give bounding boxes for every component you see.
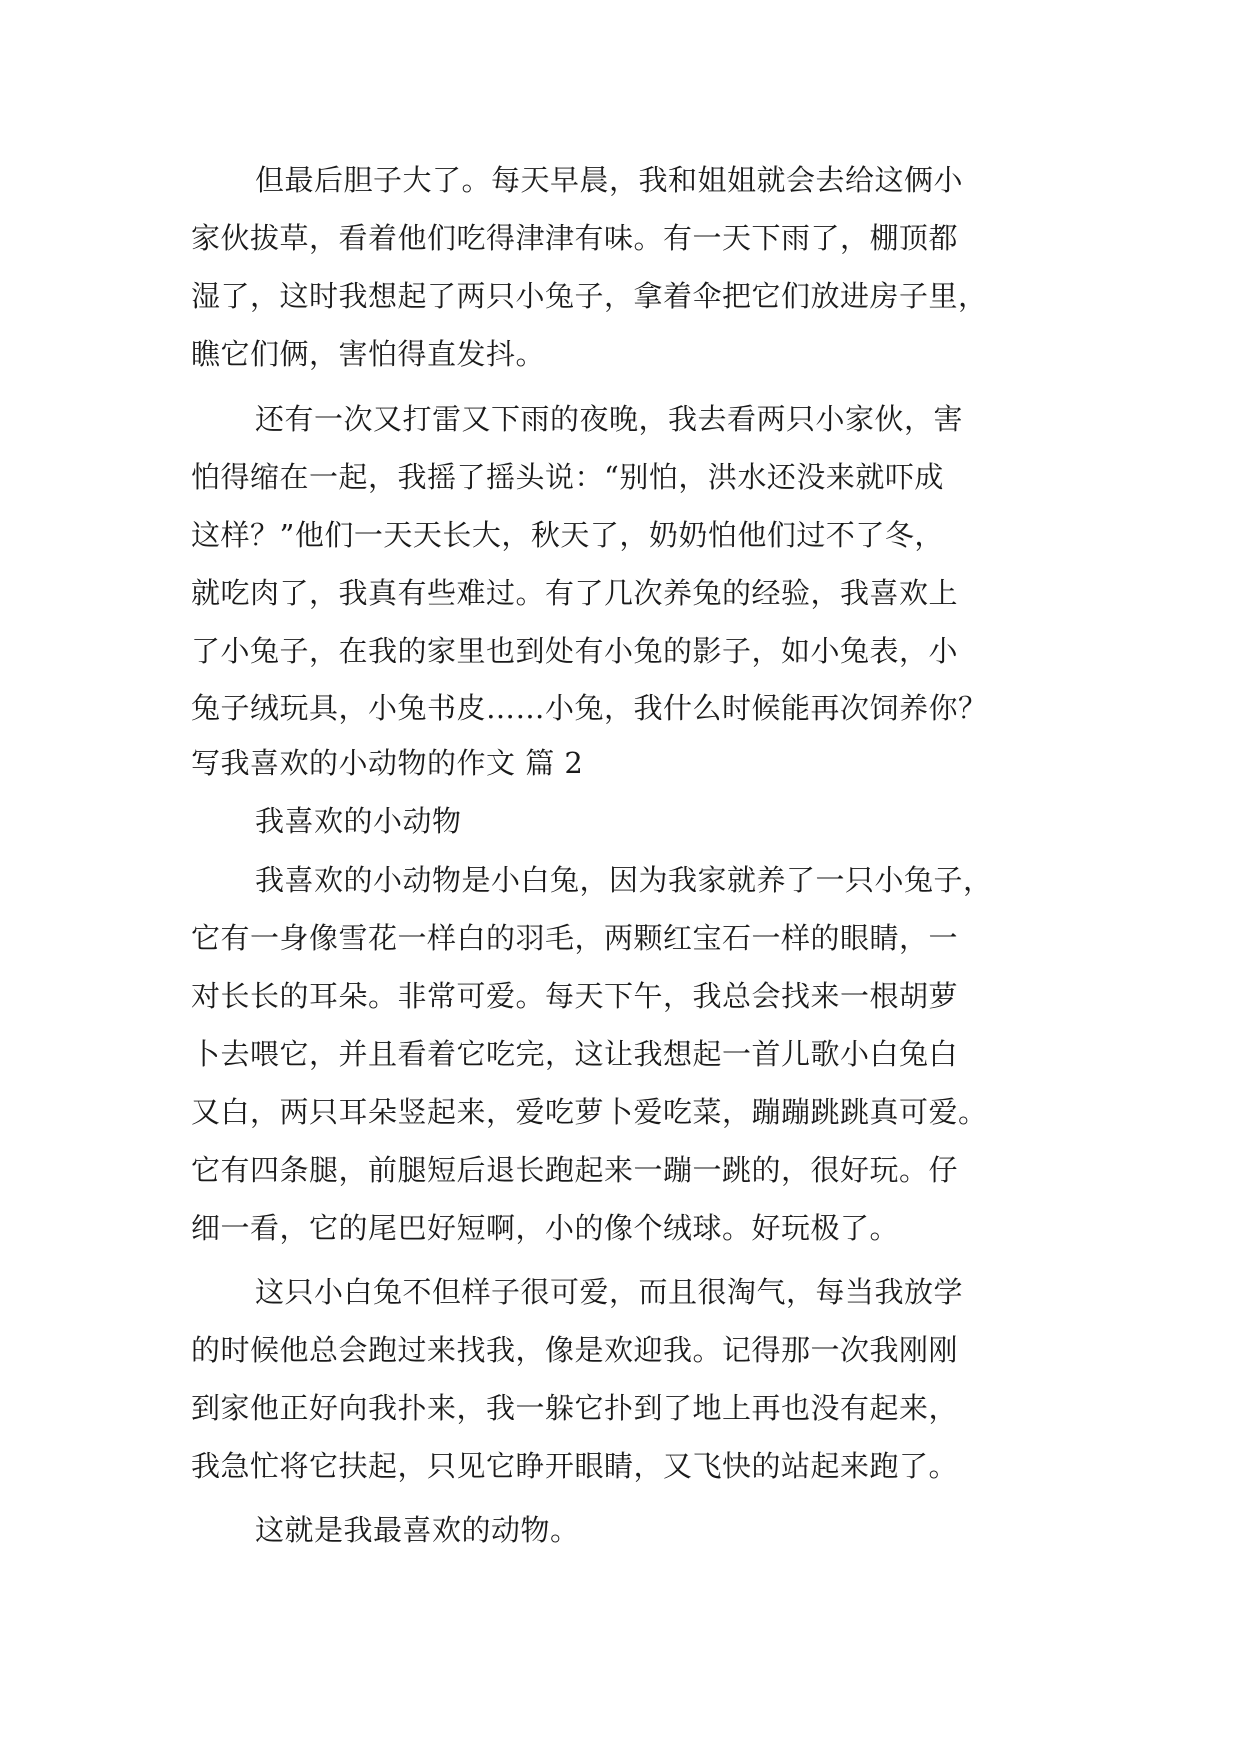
paragraph-line: 还有一次又打雷又下雨的夜晚，我去看两只小家伙，害: [255, 402, 964, 436]
section-heading: 写我喜欢的小动物的作文 篇 2: [191, 746, 584, 780]
paragraph-line: 它有一身像雪花一样白的羽毛，两颗红宝石一样的眼睛，一: [191, 921, 959, 955]
paragraph-line: 的时候他总会跑过来找我，像是欢迎我。记得那一次我刚刚: [191, 1333, 959, 1367]
paragraph-line: 但最后胆子大了。每天早晨，我和姐姐就会去给这俩小: [255, 163, 964, 197]
paragraph-line: 我急忙将它扶起，只见它睁开眼睛，又飞快的站起来跑了。: [191, 1449, 959, 1483]
paragraph-line: 了小兔子，在我的家里也到处有小兔的影子，如小兔表，小: [191, 634, 959, 668]
paragraph-line: 就吃肉了，我真有些难过。有了几次养兔的经验，我喜欢上: [191, 576, 959, 610]
paragraph-line: 怕得缩在一起，我摇了摇头说：“别怕，洪水还没来就吓成: [191, 460, 944, 494]
paragraph-line: 家伙拔草，看着他们吃得津津有味。有一天下雨了，棚顶都: [191, 221, 959, 255]
paragraph-line: 这只小白兔不但样子很可爱，而且很淘气，每当我放学: [255, 1275, 964, 1309]
paragraph-line: 对长长的耳朵。非常可爱。每天下午，我总会找来一根胡萝: [191, 979, 959, 1013]
paragraph-line: 到家他正好向我扑来，我一躲它扑到了地上再也没有起来，: [191, 1391, 959, 1425]
essay-title: 我喜欢的小动物: [255, 804, 462, 838]
paragraph-line: 又白，两只耳朵竖起来，爱吃萝卜爱吃菜，蹦蹦跳跳真可爱。: [191, 1095, 988, 1129]
paragraph-line: 瞧它们俩，害怕得直发抖。: [191, 337, 546, 371]
paragraph-line: 这就是我最喜欢的动物。: [255, 1513, 580, 1547]
paragraph-line: 湿了，这时我想起了两只小兔子，拿着伞把它们放进房子里，: [191, 279, 988, 313]
paragraph-line: 这样？”他们一天天长大，秋天了，奶奶怕他们过不了冬，: [191, 518, 944, 552]
paragraph-line: 兔子绒玩具，小兔书皮……小兔，我什么时候能再次饲养你？: [191, 691, 988, 725]
paragraph-line: 它有四条腿，前腿短后退长跑起来一蹦一跳的，很好玩。仔: [191, 1153, 959, 1187]
paragraph-line: 卜去喂它，并且看着它吃完，这让我想起一首儿歌小白兔白: [191, 1037, 959, 1071]
paragraph-line: 我喜欢的小动物是小白兔，因为我家就养了一只小兔子，: [255, 863, 993, 897]
paragraph-line: 细一看，它的尾巴好短啊，小的像个绒球。好玩极了。: [191, 1211, 900, 1245]
